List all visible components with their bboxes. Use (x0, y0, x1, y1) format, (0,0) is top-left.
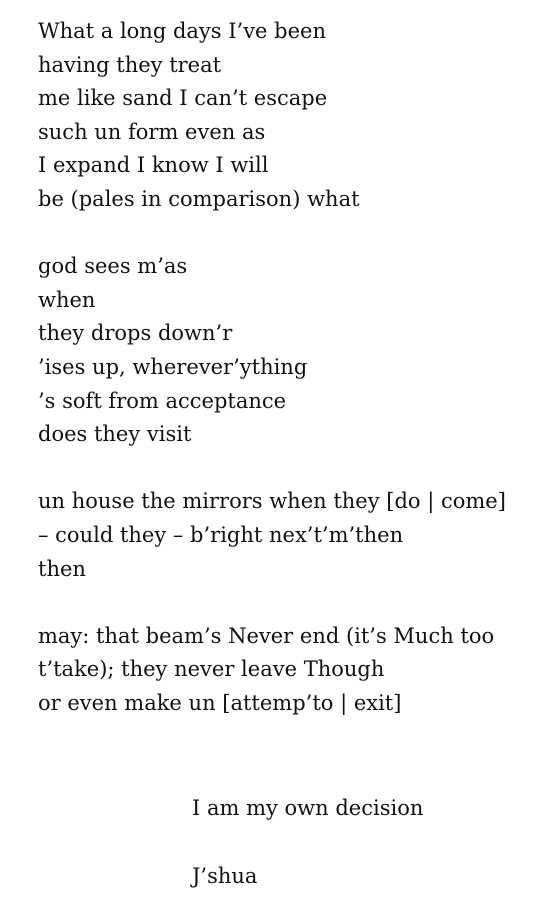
closing-line: I am my own decision (192, 796, 424, 820)
stanza-4 (38, 620, 538, 721)
poem-line: may: that beam’s Never end (it’s Much too (38, 623, 495, 648)
poem-line: un house the mirrors when they [do | come] (38, 489, 506, 514)
signature: J’shua (192, 864, 258, 888)
poem-line: What a long days I’ve been (38, 19, 326, 43)
poem-line: does they visit (38, 422, 192, 447)
poem-line: me like sand I can’t escape (38, 86, 328, 111)
poem-line: then (38, 556, 86, 581)
poem-line: t’take); they never leave Though (38, 657, 385, 682)
poem-line: I expand I know I will (38, 153, 269, 178)
stanza-break (38, 217, 538, 251)
poem-line: such un form even as (38, 119, 266, 144)
stanza-break (38, 586, 538, 620)
poem-line: be (pales in comparison) what (38, 186, 360, 211)
poem-line: when (38, 287, 96, 312)
stanza-2 (38, 250, 538, 452)
poem-line: ’s soft from acceptance (38, 388, 287, 413)
poem-line: – could they – b’right nex’t’m’then (38, 522, 404, 547)
poem-body (38, 15, 538, 720)
signature-block (192, 859, 532, 893)
poem-line: having they treat (38, 52, 222, 77)
poem-line: or even make un [attemp’to | exit] (38, 690, 402, 715)
stanza-break (38, 452, 538, 486)
stanza-3 (38, 485, 538, 586)
poem-line: god sees m’as (38, 254, 188, 279)
poem-line: they drops down’r (38, 321, 233, 346)
closing-line-block (192, 791, 532, 825)
poem-line: ’ises up, wherever’ything (38, 354, 308, 379)
stanza-1 (38, 15, 538, 217)
